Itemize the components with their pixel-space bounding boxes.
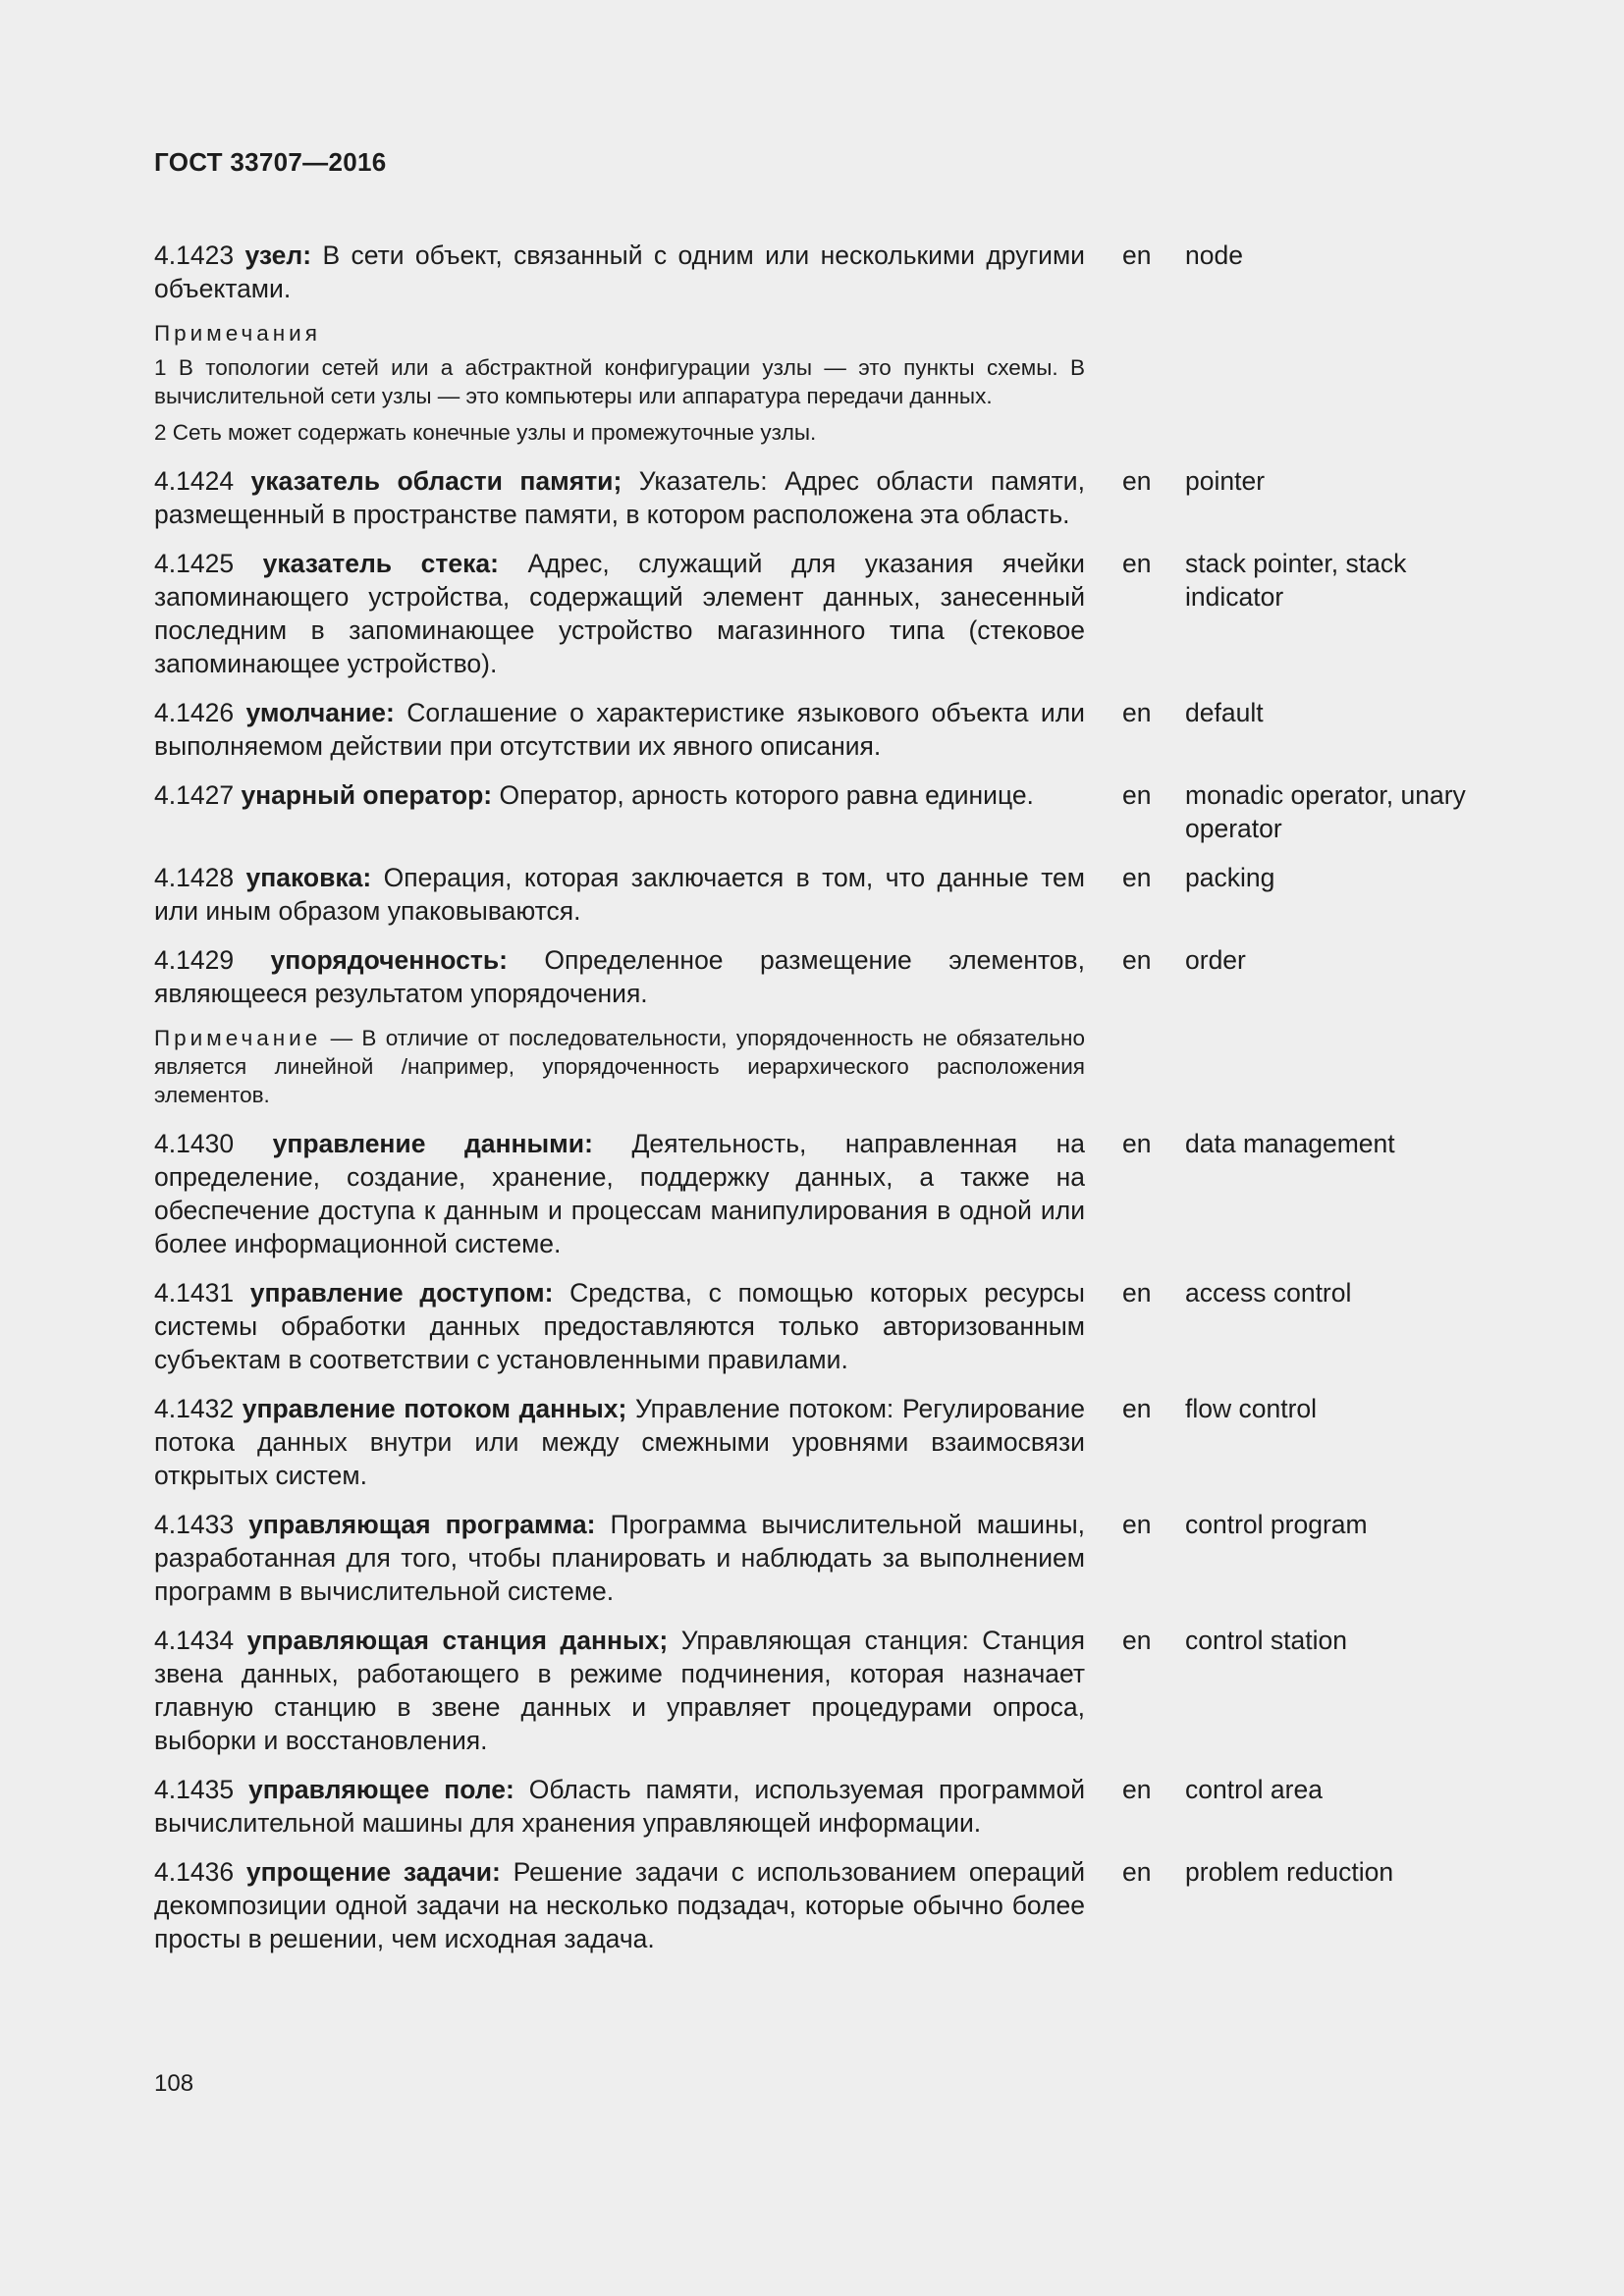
- term-name: узел:: [244, 240, 312, 270]
- language-code: en: [1122, 1129, 1152, 1158]
- term-entry: [154, 1127, 1470, 1260]
- term-number: 4.1431: [154, 1278, 235, 1308]
- term-definition: [154, 1855, 1085, 1955]
- definition-text: Область памяти, используемая программой вычислительной машины для хранения управляющей информации.: [154, 1775, 1085, 1838]
- note-text: — В отличие от последовательности, упорядоченность не обязательно является линейной /например, упорядоченность иерархического расположения элементов.: [154, 1026, 1085, 1107]
- english-equivalent: problem reduction: [1185, 1857, 1394, 1887]
- language-code: en: [1122, 780, 1152, 810]
- term-definition: [154, 1624, 1085, 1757]
- definition-text: Деятельность, направленная на определение, создание, хранение, поддержку данных, а также на обеспечение доступа к данным и процессам манипулирования в одной или более информационной системе.: [154, 1129, 1085, 1258]
- term-name: управляющая программа:: [248, 1510, 596, 1539]
- term-entry: [154, 1624, 1470, 1757]
- term-definition: [154, 778, 1085, 812]
- term-number: 4.1434: [154, 1626, 235, 1655]
- term-number: 4.1430: [154, 1129, 235, 1158]
- language-code: en: [1122, 945, 1152, 975]
- english-equivalent: control program: [1185, 1510, 1368, 1539]
- definition-text: Решение задачи с использованием операций декомпозиции одной задачи на несколько подзадач, которые обычно более просты в решении, чем исходная задача.: [154, 1857, 1085, 1953]
- term-entry: [154, 1276, 1470, 1376]
- english-equivalent: default: [1185, 698, 1264, 727]
- document-header: ГОСТ 33707—2016: [154, 147, 387, 177]
- term-number: 4.1436: [154, 1857, 235, 1887]
- notes-block: [154, 319, 1085, 447]
- term-entry: [154, 861, 1470, 928]
- term-number: 4.1433: [154, 1510, 235, 1539]
- definition-text: Определенное размещение элементов, являющееся результатом упорядочения.: [154, 945, 1085, 1008]
- term-name: унарный оператор:: [241, 780, 493, 810]
- definition-text: Программа вычислительной машины, разработанная для того, чтобы планировать и наблюдать за выполнением программ в вычислительной системе.: [154, 1510, 1085, 1606]
- term-definition: [154, 547, 1085, 680]
- term-number: 4.1427: [154, 780, 235, 810]
- term-entry: [154, 1508, 1470, 1608]
- term-number: 4.1424: [154, 466, 235, 496]
- notes-heading: Примечания: [154, 321, 321, 346]
- english-equivalent: control area: [1185, 1775, 1323, 1804]
- term-definition: [154, 696, 1085, 763]
- term-number: 4.1425: [154, 549, 235, 578]
- note-label: Примечание: [154, 1026, 322, 1050]
- term-entry: [154, 464, 1470, 531]
- english-equivalent: flow control: [1185, 1394, 1318, 1423]
- term-number: 4.1435: [154, 1775, 235, 1804]
- term-name: управляющее поле:: [247, 1775, 514, 1804]
- english-equivalent: data management: [1185, 1129, 1395, 1158]
- term-name: указатель области памяти;: [250, 466, 623, 496]
- term-entry: [154, 547, 1470, 680]
- language-code: en: [1122, 240, 1152, 270]
- term-name: управление данными:: [272, 1129, 593, 1158]
- language-code: en: [1122, 466, 1152, 496]
- term-definition: [154, 464, 1085, 531]
- term-definition: [154, 943, 1085, 1010]
- definition-text: Оператор, арность которого равна единице.: [499, 780, 1034, 810]
- language-code: en: [1122, 1857, 1152, 1887]
- language-code: en: [1122, 1510, 1152, 1539]
- language-code: en: [1122, 1626, 1152, 1655]
- term-number: 4.1432: [154, 1394, 235, 1423]
- english-equivalent: stack pointer, stack indicator: [1185, 549, 1407, 612]
- note-item: 1 В топологии сетей или а абстрактной конфигурации узлы — это пункты схемы. В вычислительной сети узлы — это компьютеры или аппаратура передачи данных.: [154, 355, 1085, 408]
- term-entry: [154, 1773, 1470, 1840]
- term-entry: [154, 943, 1470, 1010]
- term-entry: [154, 1392, 1470, 1492]
- term-entry: [154, 1855, 1470, 1955]
- english-equivalent: pointer: [1185, 466, 1266, 496]
- page-number: 108: [154, 2070, 194, 2097]
- term-name: упаковка:: [245, 863, 372, 892]
- language-code: en: [1122, 549, 1152, 578]
- term-number: 4.1428: [154, 863, 235, 892]
- language-code: en: [1122, 863, 1152, 892]
- term-number: 4.1423: [154, 240, 235, 270]
- term-definition: [154, 1276, 1085, 1376]
- term-number: 4.1429: [154, 945, 235, 975]
- english-equivalent: order: [1185, 945, 1246, 975]
- language-code: en: [1122, 1278, 1152, 1308]
- term-name: управление потоком данных;: [242, 1394, 627, 1423]
- definition-text: В сети объект, связанный с одним или несколькими другими объектами.: [154, 240, 1085, 303]
- term-entry: [154, 239, 1470, 305]
- term-definition: [154, 1508, 1085, 1608]
- english-equivalent: access control: [1185, 1278, 1352, 1308]
- definition-text: Соглашение о характеристике языкового объекта или выполняемом действии при отсутствии их явного описания.: [154, 698, 1085, 761]
- term-definition: [154, 1127, 1085, 1260]
- term-definition: [154, 1773, 1085, 1840]
- definition-text: Управление потоком: Регулирование потока данных внутри или между смежными уровнями взаимосвязи открытых систем.: [154, 1394, 1085, 1490]
- term-definition: [154, 1392, 1085, 1492]
- term-name: умолчание:: [245, 698, 395, 727]
- definition-text: Управляющая станция: Станция звена данных, работающего в режиме подчинения, которая назначает главную станцию в звене данных и управляет процедурами опроса, выборки и восстановления.: [154, 1626, 1085, 1755]
- english-equivalent: control station: [1185, 1626, 1347, 1655]
- note-item: [154, 1024, 1085, 1109]
- term-definition: [154, 861, 1085, 928]
- definition-text: Операция, которая заключается в том, что данные тем или иным образом упаковываются.: [154, 863, 1085, 926]
- note-item: 2 Сеть может содержать конечные узлы и промежуточные узлы.: [154, 420, 817, 445]
- definition-text: Адрес, служащий для указания ячейки запоминающего устройства, содержащий элемент данных, занесенный последним в запоминающее устройство магазинного типа (стековое запоминающее устройство).: [154, 549, 1085, 678]
- term-definition: [154, 239, 1085, 305]
- term-name: упрощение задачи:: [245, 1857, 501, 1887]
- term-number: 4.1426: [154, 698, 235, 727]
- language-code: en: [1122, 1775, 1152, 1804]
- term-name: управляющая станция данных;: [246, 1626, 669, 1655]
- term-name: указатель стека:: [262, 549, 499, 578]
- definition-text: Указатель: Адрес области памяти, размещенный в пространстве памяти, в котором расположена эта область.: [154, 466, 1085, 529]
- english-equivalent: node: [1185, 240, 1243, 270]
- definition-text: Средства, с помощью которых ресурсы системы обработки данных предоставляются только авторизованным субъектам в соответствии с установленными правилами.: [154, 1278, 1085, 1374]
- english-equivalent: packing: [1185, 863, 1275, 892]
- language-code: en: [1122, 698, 1152, 727]
- english-equivalent: monadic operator, unary operator: [1185, 780, 1466, 843]
- language-code: en: [1122, 1394, 1152, 1423]
- note-block: [154, 1024, 1085, 1109]
- term-name: упорядоченность:: [270, 945, 508, 975]
- term-name: управление доступом:: [249, 1278, 554, 1308]
- term-entry: [154, 696, 1470, 763]
- term-entry: [154, 778, 1470, 845]
- terms-list: [154, 239, 1470, 1971]
